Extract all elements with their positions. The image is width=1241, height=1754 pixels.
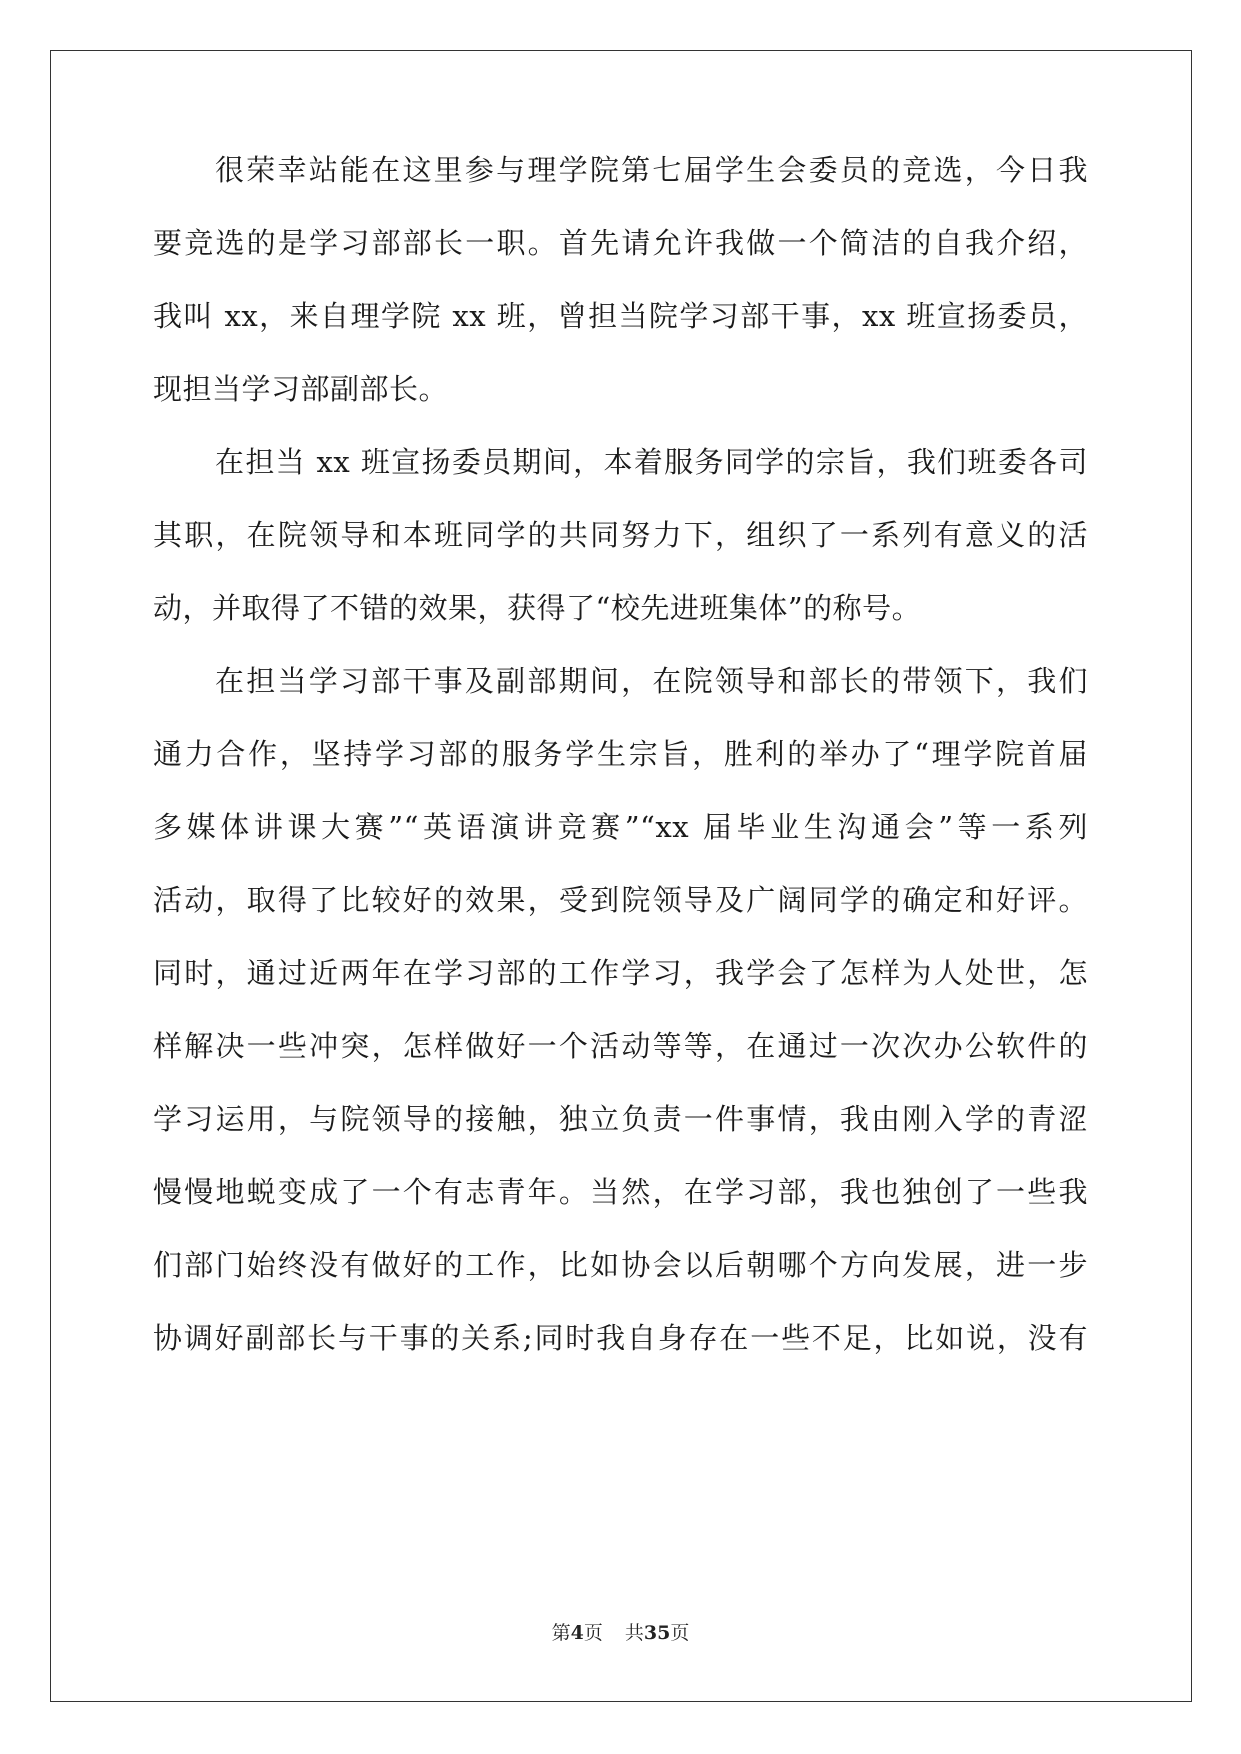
text-line-9: 通力合作，坚持学习部的服务学生宗旨，胜利的举办了“理学院首届 xyxy=(153,737,1088,771)
page-number: 4 xyxy=(570,1622,584,1644)
text-line-14: 学习运用，与院领导的接触，独立负责一件事情，我由刚入学的青涩 xyxy=(153,1102,1088,1136)
total-suffix: 页 xyxy=(670,1622,690,1644)
text-line-4: 现担当学习部副部长。 xyxy=(153,372,449,406)
total-pages: 35 xyxy=(643,1622,671,1644)
text-line-16: 们部门始终没有做好的工作，比如协会以后朝哪个方向发展，进一步 xyxy=(153,1248,1088,1282)
text-line-2: 要竞选的是学习部部长一职。首先请允许我做一个简洁的自我介绍， xyxy=(153,226,1088,260)
text-line-8: 在担当学习部干事及副部期间，在院领导和部长的带领下，我们 xyxy=(215,664,1088,698)
total-prefix: 共 xyxy=(624,1622,644,1644)
page-footer xyxy=(0,1621,1241,1645)
text-line-3: 我叫 xx，来自理学院 xx 班，曾担当院学习部干事，xx 班宣扬委员， xyxy=(153,299,1088,333)
text-line-11: 活动，取得了比较好的效果，受到院领导及广阔同学的确定和好评。 xyxy=(153,883,1088,917)
text-line-17: 协调好副部长与干事的关系;同时我自身存在一些不足，比如说，没有 xyxy=(153,1321,1088,1355)
text-line-10: 多媒体讲课大赛”“英语演讲竞赛”“xx 届毕业生沟通会”等一系列 xyxy=(153,810,1088,844)
text-line-1: 很荣幸站能在这里参与理学院第七届学生会委员的竞选，今日我 xyxy=(215,153,1088,187)
page-prefix: 第 xyxy=(551,1622,571,1644)
page-suffix: 页 xyxy=(583,1622,603,1644)
text-line-15: 慢慢地蜕变成了一个有志青年。当然，在学习部，我也独创了一些我 xyxy=(153,1175,1088,1209)
text-line-6: 其职，在院领导和本班同学的共同努力下，组织了一系列有意义的活 xyxy=(153,518,1088,552)
text-line-12: 同时，通过近两年在学习部的工作学习，我学会了怎样为人处世，怎 xyxy=(153,956,1088,990)
text-line-5: 在担当 xx 班宣扬委员期间，本着服务同学的宗旨，我们班委各司 xyxy=(215,445,1088,479)
text-line-13: 样解决一些冲突，怎样做好一个活动等等，在通过一次次办公软件的 xyxy=(153,1029,1088,1063)
text-line-7: 动，并取得了不错的效果，获得了“校先进班集体”的称号。 xyxy=(153,591,922,625)
